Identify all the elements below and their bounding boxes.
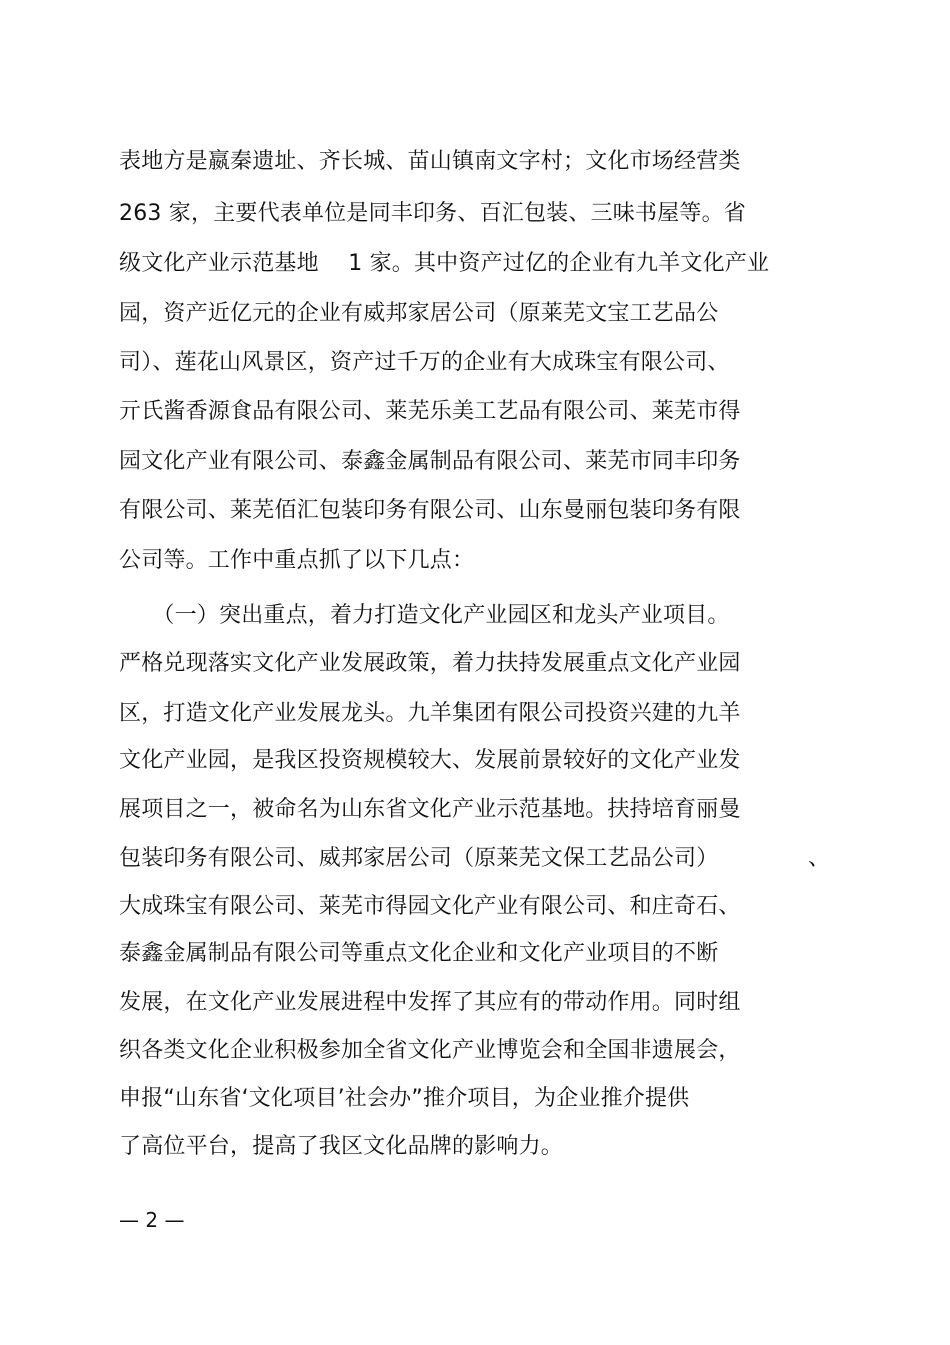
text-line: 文化产业园，是我区投资规模较大、发展前景较好的文化产业发 <box>119 748 741 773</box>
text-line: 司）、莲花山风景区，资产过千万的企业有大成珠宝有限公司、 <box>119 350 730 375</box>
punctuation-mark: 、 <box>808 846 831 871</box>
text-line: 公司等。工作中重点抓了以下几点： <box>119 548 475 573</box>
text-line: 展项目之一，被命名为山东省文化产业示范基地。扶持培育丽曼 <box>119 797 741 822</box>
text-line: 包装印务有限公司、威邦家居公司（原莱芜文保工艺品公司） <box>119 846 719 871</box>
page-number: — 2 — <box>119 1208 185 1232</box>
text-line: 申报“山东省‘文化项目’社会办”推介项目，为企业推介提供 <box>119 1086 690 1111</box>
text-line: 有限公司、莱芜佰汇包装印务有限公司、山东曼丽包装印务有限 <box>119 498 741 523</box>
text-line: 园文化产业有限公司、泰鑫金属制品有限公司、莱芜市同丰印务 <box>119 449 741 474</box>
text-line: 亓氏酱香源食品有限公司、莱芜乐美工艺品有限公司、莱芜市得 <box>119 399 741 424</box>
text-line: 区，打造文化产业发展龙头。九羊集团有限公司投资兴建的九羊 <box>119 701 741 726</box>
text-line: 级文化产业示范基地 1 家。其中资产过亿的企业有九羊文化产业 <box>119 251 770 276</box>
text-line: 发展，在文化产业发展进程中发挥了其应有的带动作用。同时组 <box>119 990 741 1015</box>
text-line: 大成珠宝有限公司、莱芜市得园文化产业有限公司、和庄奇石、 <box>119 894 741 919</box>
text-line: 了高位平台，提高了我区文化品牌的影响力。 <box>119 1134 564 1159</box>
text-line: 园，资产近亿元的企业有威邦家居公司（原莱芜文宝工艺品公 <box>119 301 719 326</box>
text-line: 泰鑫金属制品有限公司等重点文化企业和文化产业项目的不断 <box>119 941 719 966</box>
text-line: （一）突出重点，着力打造文化产业园区和龙头产业项目。 <box>119 603 730 628</box>
text-line: 263 家，主要代表单位是同丰印务、百汇包装、三味书屋等。省 <box>119 201 746 226</box>
text-line: 织各类文化企业积极参加全省文化产业博览会和全国非遗展会， <box>119 1038 741 1063</box>
text-line: 表地方是嬴秦遗址、齐长城、苗山镇南文字村；文化市场经营类 <box>119 149 741 174</box>
text-line: 严格兑现落实文化产业发展政策，着力扶持发展重点文化产业园 <box>119 651 741 676</box>
